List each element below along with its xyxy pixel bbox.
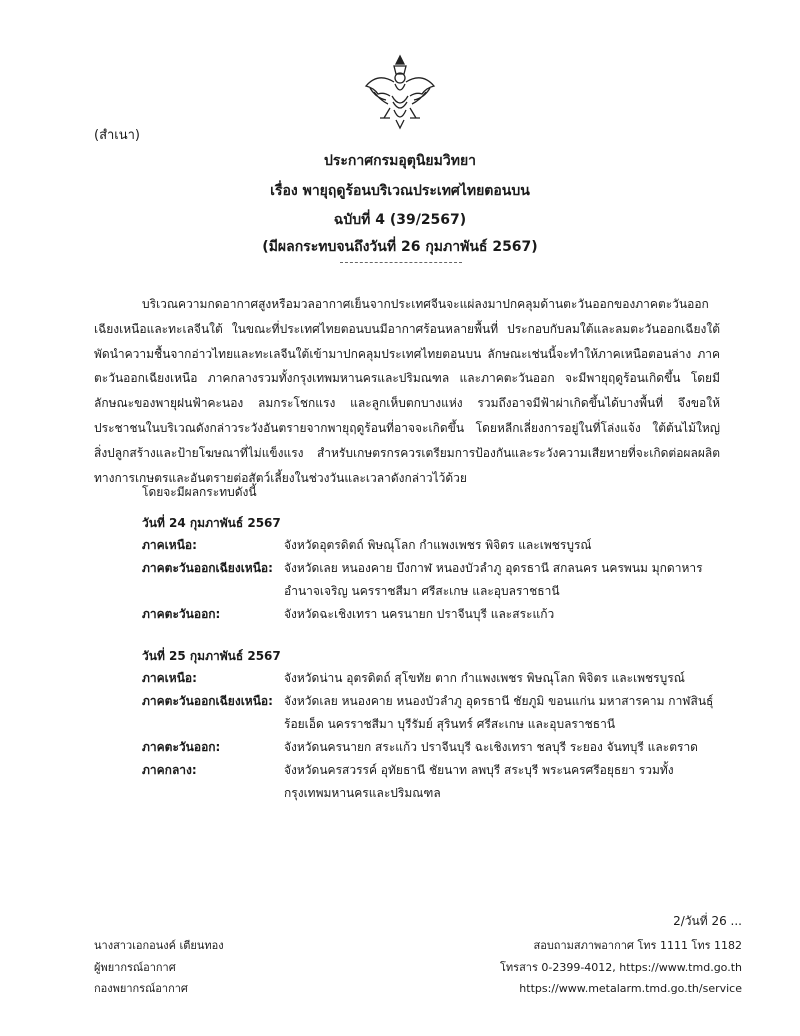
region-label: ภาคตะวันออก: bbox=[142, 607, 221, 621]
announcement-title: ประกาศกรมอุตุนิยมวิทยา bbox=[323, 153, 477, 169]
author-division: กองพยากรณ์อากาศ bbox=[94, 982, 188, 995]
copy-mark: (สำเนา) bbox=[94, 128, 141, 143]
day-title: วันที่ 24 กุมภาพันธ์ 2567 bbox=[142, 516, 281, 530]
region-provinces: จังหวัดฉะเชิงเทรา นครนายก ปราจีนบุรี และสระแก้ว bbox=[284, 607, 555, 621]
announcement-subject: เรื่อง พายุฤดูร้อนบริเวณประเทศไทยตอนบน bbox=[270, 183, 530, 199]
footer-author bbox=[94, 935, 224, 1000]
contact-phone: สอบถามสภาพอากาศ โทร 1111 โทร 1182 bbox=[533, 939, 742, 952]
contact-fax-website: โทรสาร 0-2399-4012, https://www.tmd.go.th bbox=[500, 960, 742, 974]
region-label: ภาคตะวันออก: bbox=[142, 740, 221, 754]
region-row bbox=[142, 557, 742, 603]
author-name: นางสาวเอกอนงค์ เตียนทอง bbox=[94, 939, 224, 952]
body-text: บริเวณความกดอากาศสูงหรือมวลอากาศเย็นจากประเทศจีนจะแผ่ลงมาปกคลุมด้านตะวันออกของภาคตะวันออกเฉียงเหนือและทะเลจีนใต้ ในขณะที่ประเทศไทยตอนบนมีอากาศร้อนหลายพื้นที่ ประกอบกับลมใต้และลมตะวันออกเฉียงใต้พัดนำความชื้นจากอ่าวไทยและทะเลจีนใต้เข้ามาปกคลุมประเทศไทยตอนบน ลักษณะเช่นนี้จะทำให้ภาคเหนือตอนล่าง ภาคตะวันออกเฉียงเหนือ ภาคกลางรวมทั้งกรุงเทพมหานครและปริมณฑล และภาคตะวันออก จะมีพายุฤดูร้อนเกิดขึ้น โดยมีลักษณะของพายุฝนฟ้าคะนอง ลมกระโชกแรง และลูกเห็บตกบางแห่ง รวมถึงอาจมีฟ้าผ่าเกิดขึ้นได้บางพื้นที่ จึงขอให้ประชาชนในบริเวณดังกล่าวระวังอันตรายจากพายุฤดูร้อนที่อาจจะเกิดขึ้น โดยหลีกเลี่ยงการอยู่ในที่โล่งแจ้ง ใต้ต้นไม้ใหญ่ สิ่งปลูกสร้างและป้ายโฆษณาที่ไม่แข็งแรง สำหรับเกษตรกรควรเตรียมการป้องกันและระวังความเสียหายที่จะเกิดต่อผลผลิตทางการเกษตรและอันตรายต่อสัตว์เลี้ยงในช่วงวันและเวลาดังกล่าวไว้ด้วย bbox=[94, 297, 720, 485]
region-label: ภาคตะวันออกเฉียงเหนือ: bbox=[142, 561, 273, 575]
garuda-emblem-icon bbox=[360, 52, 440, 132]
region-row bbox=[142, 690, 742, 736]
impact-intro: โดยจะมีผลกระทบดังนี้ bbox=[142, 485, 257, 499]
region-label: ภาคเหนือ: bbox=[142, 538, 197, 552]
continuation-note: 2/วันที่ 26 ... bbox=[673, 914, 742, 928]
announcement-effective-date: (มีผลกระทบจนถึงวันที่ 26 กุมภาพันธ์ 2567) bbox=[262, 239, 538, 255]
region-provinces: จังหวัดอุตรดิตถ์ พิษณุโลก กำแพงเพชร พิจิตร และเพชรบูรณ์ bbox=[284, 538, 592, 552]
region-provinces: จังหวัดนครสวรรค์ อุทัยธานี ชัยนาท ลพบุรี สระบุรี พระนครศรีอยุธยา รวมทั้งกรุงเทพมหานครและปริมณฑล bbox=[284, 763, 674, 800]
footer-contact bbox=[500, 935, 742, 1000]
region-label: ภาคกลาง: bbox=[142, 763, 197, 777]
region-label: ภาคเหนือ: bbox=[142, 671, 197, 685]
region-label: ภาคตะวันออกเฉียงเหนือ: bbox=[142, 694, 273, 708]
day-title: วันที่ 25 กุมภาพันธ์ 2567 bbox=[142, 649, 281, 663]
region-provinces: จังหวัดน่าน อุตรดิตถ์ สุโขทัย ตาก กำแพงเพชร พิษณุโลก พิจิตร และเพชรบูรณ์ bbox=[284, 671, 685, 685]
announcement-number: ฉบับที่ 4 (39/2567) bbox=[333, 212, 467, 228]
author-position: ผู้พยากรณ์อากาศ bbox=[94, 960, 176, 974]
contact-service-link[interactable]: https://www.metalarm.tmd.go.th/service bbox=[519, 982, 742, 995]
region-row bbox=[142, 534, 742, 557]
region-row bbox=[142, 736, 742, 759]
day-block-2 bbox=[142, 645, 742, 805]
region-provinces: จังหวัดนครนายก สระแก้ว ปราจีนบุรี ฉะเชิงเทรา ชลบุรี ระยอง จันทบุรี และตราด bbox=[284, 740, 698, 754]
title-separator bbox=[340, 262, 462, 263]
body-paragraph bbox=[94, 292, 720, 490]
region-row bbox=[142, 667, 742, 690]
region-row bbox=[142, 759, 742, 805]
region-provinces: จังหวัดเลย หนองคาย หนองบัวลำภู อุดรธานี ชัยภูมิ ขอนแก่น มหาสารคาม กาฬสินธุ์ ร้อยเอ็ด นครราชสีมา บุรีรัมย์ สุรินทร์ ศรีสะเกษ และอุบลราชธานี bbox=[284, 694, 714, 731]
region-row bbox=[142, 603, 742, 626]
day-block-1 bbox=[142, 512, 742, 626]
region-provinces: จังหวัดเลย หนองคาย บึงกาฬ หนองบัวลำภู อุดรธานี สกลนคร นครพนม มุกดาหาร อำนาจเจริญ นครราชสีมา ศรีสะเกษ และอุบลราชธานี bbox=[284, 561, 703, 598]
